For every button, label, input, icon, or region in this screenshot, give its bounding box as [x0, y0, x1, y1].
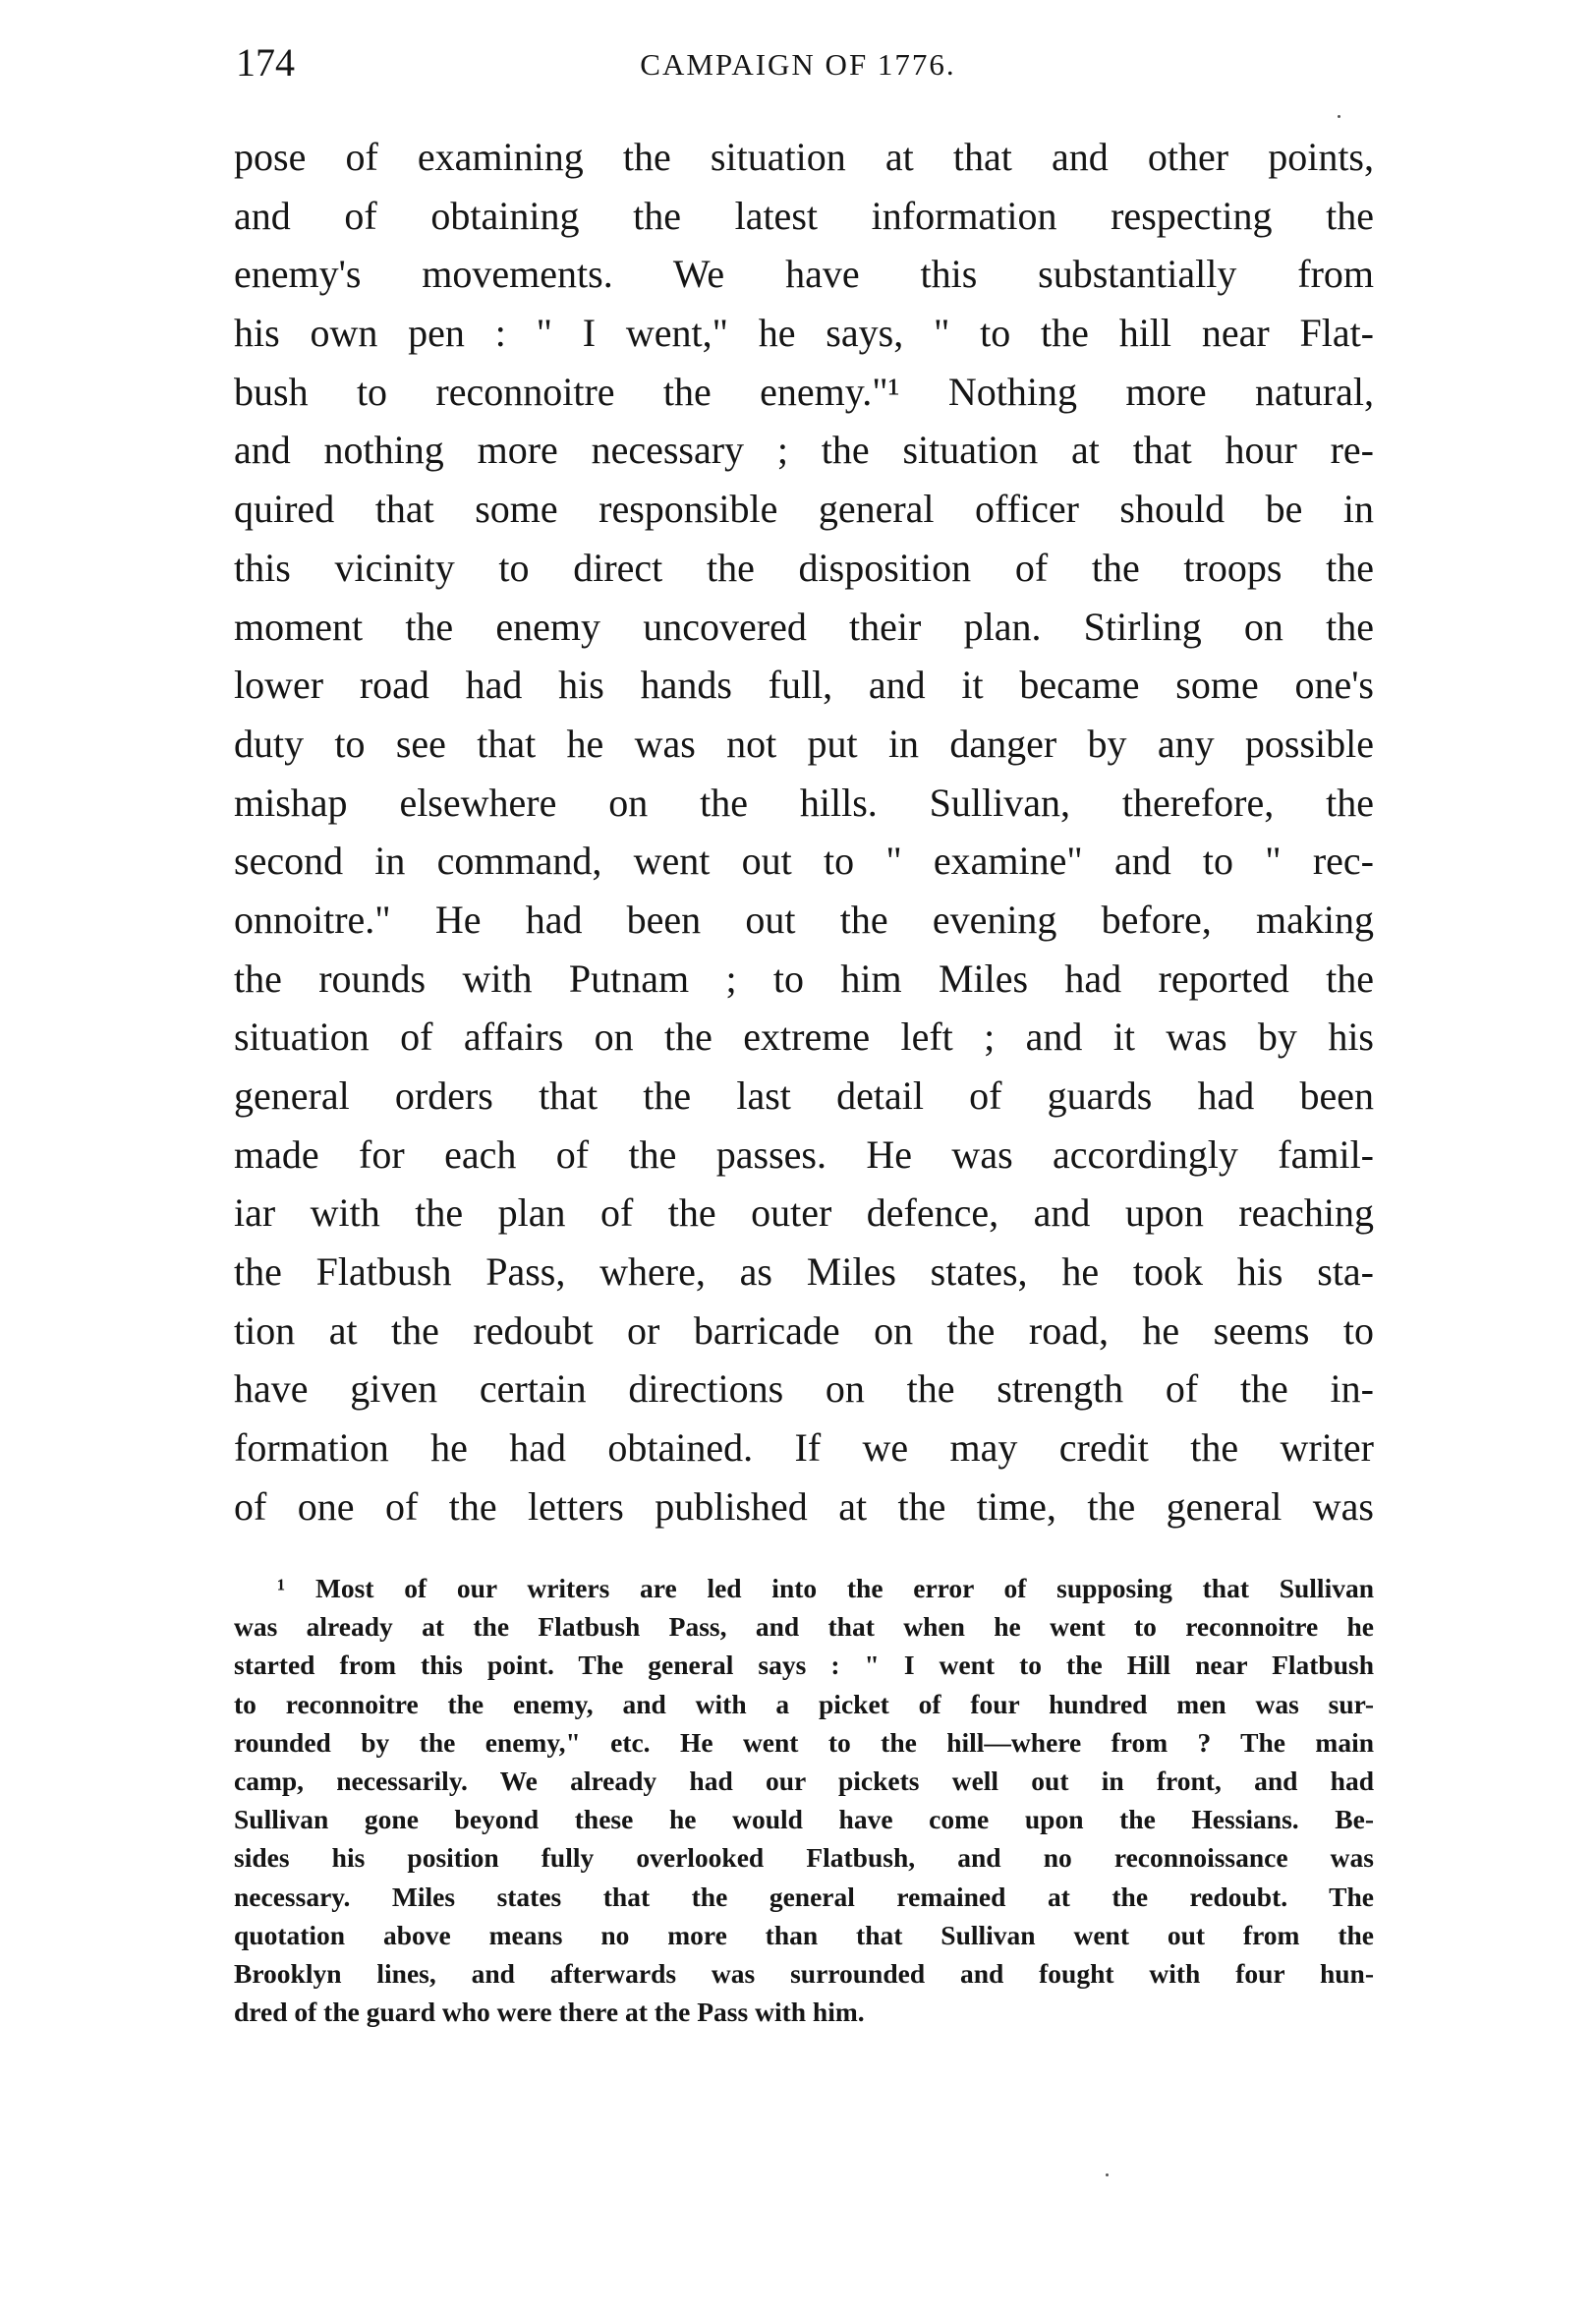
- scan-speck: [1106, 2173, 1109, 2176]
- footnote-line: started from this point. The general says : " I went to the Hill near Flatbush: [234, 1650, 1374, 1681]
- running-head: CAMPAIGN OF 1776.: [640, 47, 956, 82]
- scan-speck: [1338, 115, 1340, 118]
- footnote-line: rounded by the enemy," etc. He went to the hill—where from ? The main: [234, 1726, 1374, 1758]
- footnote-line: sides his position fully overlooked Flatbush, and no reconnoissance was: [234, 1842, 1374, 1874]
- footnote-line: ¹ Most of our writers are led into the error of supposing that Sullivan: [277, 1573, 1374, 1603]
- body-line: the Flatbush Pass, where, as Miles states, he took his sta-: [234, 1249, 1374, 1295]
- body-line: tion at the redoubt or barricade on the road, he seems to: [234, 1307, 1374, 1353]
- footnote-line: quotation above means no more than that Sullivan went out from the: [234, 1919, 1374, 1950]
- body-line: iar with the plan of the outer defence, and upon reaching: [234, 1190, 1374, 1236]
- page-number: 174: [236, 40, 295, 85]
- footnote-line: camp, necessarily. We already had our pickets well out in front, and had: [234, 1765, 1374, 1796]
- body-line: pose of examining the situation at that and other points,: [234, 135, 1374, 179]
- footnote-line: necessary. Miles states that the general remained at the redoubt. The: [234, 1881, 1374, 1912]
- footnote: [234, 1569, 1374, 2031]
- footnote-line: dred of the guard who were there at the Pass with him.: [234, 1997, 865, 2028]
- body-line: have given certain directions on the strength of the in-: [234, 1366, 1374, 1412]
- body-line: his own pen : " I went," he says, " to the hill near Flat-: [234, 311, 1374, 356]
- body-line: made for each of the passes. He was accordingly famil-: [234, 1131, 1374, 1177]
- footnote-line: Sullivan gone beyond these he would have come upon the Hessians. Be-: [234, 1804, 1374, 1835]
- body-line: mishap elsewhere on the hills. Sullivan, therefore, the: [234, 780, 1374, 825]
- body-line: this vicinity to direct the disposition of the troops the: [234, 545, 1374, 590]
- body-line: moment the enemy uncovered their plan. Stirling on the: [234, 604, 1374, 649]
- body-line: onnoitre." He had been out the evening before, making: [234, 897, 1374, 942]
- footnote-line: to reconnoitre the enemy, and with a picket of four hundred men was sur-: [234, 1688, 1374, 1719]
- body-line: the rounds with Putnam ; to him Miles had reported the: [234, 955, 1374, 1001]
- body-line: bush to reconnoitre the enemy."¹ Nothing more natural,: [234, 369, 1374, 414]
- body-line: general orders that the last detail of guards had been: [234, 1073, 1374, 1118]
- body-line: lower road had his hands full, and it became some one's: [234, 663, 1374, 708]
- footnote-line: Brooklyn lines, and afterwards was surrounded and fought with four hun-: [234, 1957, 1374, 1989]
- body-line: enemy's movements. We have this substantially from: [234, 252, 1374, 297]
- body-line: duty to see that he was not put in danger by any possible: [234, 721, 1374, 766]
- body-line: quired that some responsible general officer should be in: [234, 487, 1374, 532]
- body-line: of one of the letters published at the time, the general was: [234, 1483, 1374, 1529]
- body-line: and nothing more necessary ; the situation at that hour re-: [234, 428, 1374, 473]
- body-line: and of obtaining the latest information respecting the: [234, 193, 1374, 238]
- body-text: [234, 128, 1374, 1536]
- footnote-line: was already at the Flatbush Pass, and that when he went to reconnoitre he: [234, 1611, 1374, 1643]
- body-line: formation he had obtained. If we may credit the writer: [234, 1425, 1374, 1471]
- body-line: situation of affairs on the extreme left ; and it was by his: [234, 1014, 1374, 1060]
- body-line: second in command, went out to " examine" and to " rec-: [234, 839, 1374, 884]
